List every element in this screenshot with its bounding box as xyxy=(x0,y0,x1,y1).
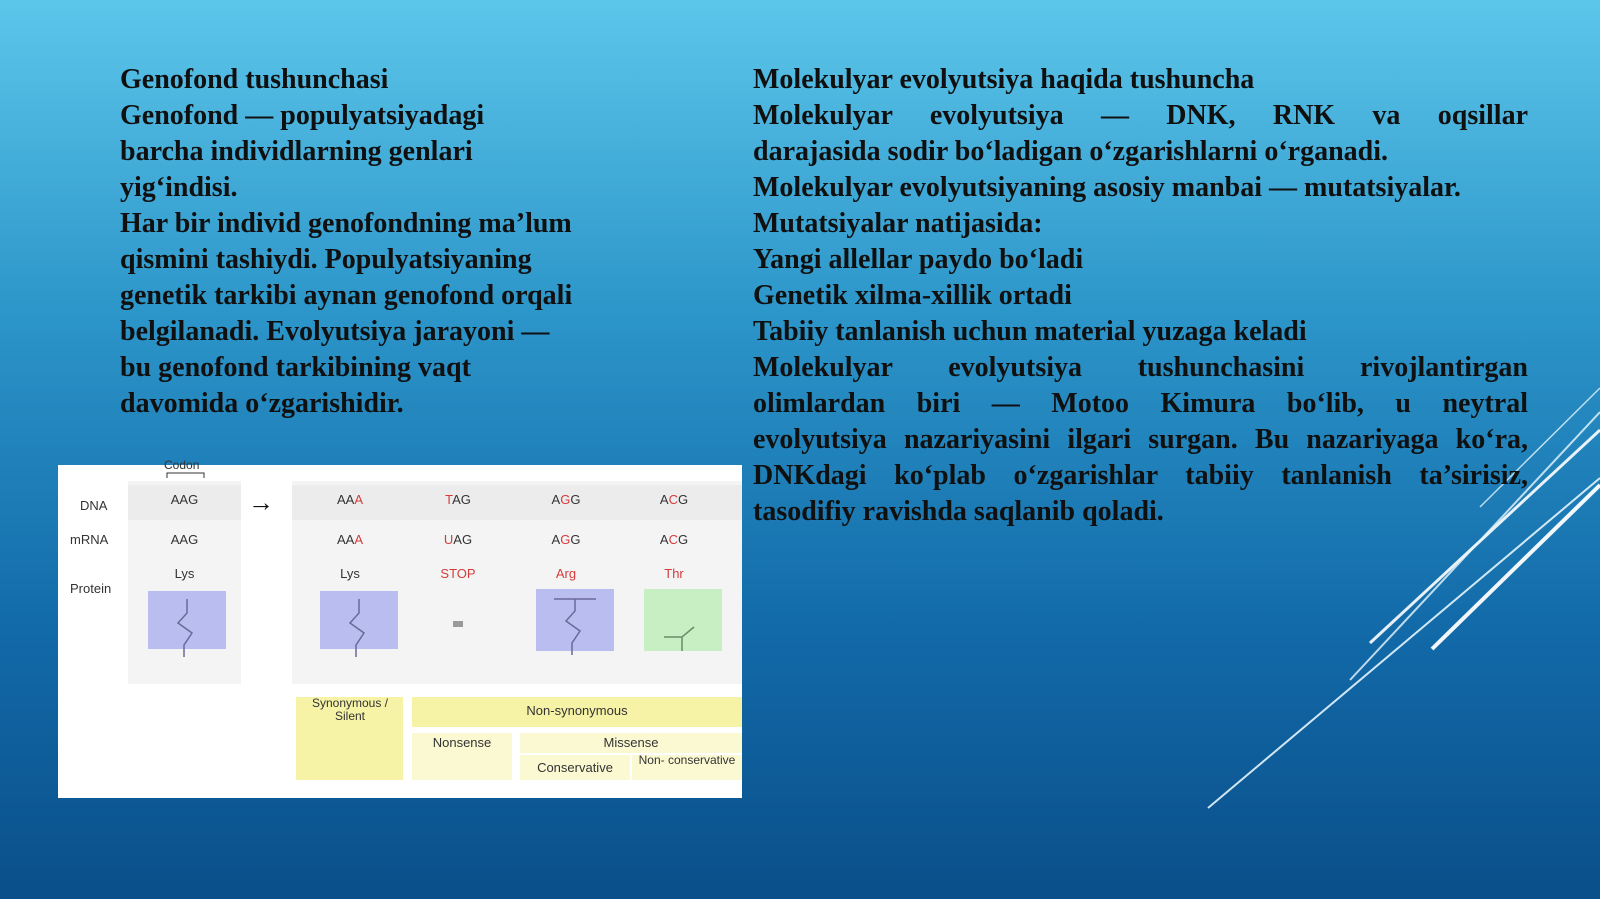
right-line: Molekulyar evolyutsiyaning asosiy manbai — mutatsiyalar. xyxy=(753,172,1461,203)
right-line: Genetik xilma-xillik ortadi xyxy=(753,280,1072,311)
col1-residue-structure xyxy=(320,591,398,649)
right-line: tasodifiy ravishda saqlanib qoladi. xyxy=(753,496,1164,527)
col2-dna-mutation: T xyxy=(445,492,453,507)
col3-mrna-prefix: A xyxy=(551,532,561,547)
col1-mrna-prefix: AA xyxy=(336,532,355,547)
mutation-arrow-icon: → xyxy=(248,487,274,517)
left-line: yig‘indisi. xyxy=(120,172,238,203)
conservative-label: Conservative xyxy=(537,760,613,775)
col1-mrna-mutation: A xyxy=(354,532,363,547)
right-line: Tabiiy tanlanish uchun material yuzaga keladi xyxy=(753,316,1307,347)
right-line: DNKdagi ko‘plab o‘zgarishlar tabiiy tanlanish ta’sirisiz, xyxy=(753,460,1528,491)
right-heading: Molekulyar evolyutsiya haqida tushuncha xyxy=(753,64,1255,95)
col1-dna xyxy=(300,492,400,507)
original-dna: AAG xyxy=(170,492,199,507)
right-line: Molekulyar evolyutsiya tushunchasini rivojlantirgan xyxy=(753,352,1528,383)
col4-residue-structure xyxy=(644,589,722,651)
non-synonymous-box xyxy=(412,697,742,727)
nonsense-box xyxy=(412,733,512,780)
col2-dna xyxy=(408,492,508,507)
col3-residue-structure xyxy=(536,589,614,651)
col2-mrna xyxy=(408,532,508,547)
col3-dna xyxy=(516,492,616,507)
nonsense-label: Nonsense xyxy=(432,735,492,750)
left-line: genetik tarkibi aynan genofond orqali xyxy=(120,280,573,311)
non-conservative-label: Non- conservative xyxy=(638,753,736,767)
col3-mrna-suffix: G xyxy=(570,532,581,547)
codon-bracket xyxy=(166,471,206,479)
row-label-dna: DNA xyxy=(80,498,108,513)
amino-acid-structure-icon xyxy=(148,591,226,661)
right-line: Molekulyar evolyutsiya — DNK, RNK va oqsillar xyxy=(753,100,1528,131)
right-line: Yangi allellar paydo bo‘ladi xyxy=(753,244,1084,275)
col3-mrna-mutation: G xyxy=(560,532,571,547)
synonymous-box xyxy=(296,697,403,780)
original-protein: Lys xyxy=(174,566,195,581)
stop-marker xyxy=(453,621,463,627)
col1-protein: Lys xyxy=(340,566,360,581)
row-label-protein: Protein xyxy=(70,581,112,596)
col4-dna-mutation: C xyxy=(668,492,678,507)
amino-acid-structure-icon xyxy=(536,589,614,659)
col1-dna-prefix: AA xyxy=(336,492,355,507)
codon-label: Codon xyxy=(164,458,200,472)
original-mrna: AAG xyxy=(170,532,199,547)
right-line: evolyutsiya nazariyasini ilgari surgan. Bu nazariyaga ko‘ra, xyxy=(753,424,1528,455)
conservative-box xyxy=(520,755,630,780)
right-line: Mutatsiyalar natijasida: xyxy=(753,208,1043,239)
row-label-mrna: mRNA xyxy=(70,532,109,547)
right-text-block xyxy=(753,62,1528,530)
left-line: qismini tashiydi. Populyatsiyaning xyxy=(120,244,532,275)
col2-mrna-mutation: U xyxy=(443,532,454,547)
left-line: davomida o‘zgarishidir. xyxy=(120,388,404,419)
col4-mrna-suffix: G xyxy=(677,532,689,547)
non-synonymous-label: Non-synonymous xyxy=(526,703,628,718)
col3-dna-mutation: G xyxy=(560,492,571,507)
col3-dna-prefix: A xyxy=(551,492,561,507)
missense-box xyxy=(520,733,742,753)
col4-protein: Thr xyxy=(664,566,684,581)
synonymous-label: Synonymous / Silent xyxy=(311,696,389,723)
left-line: bu genofond tarkibining vaqt xyxy=(120,352,471,383)
col2-mrna-suffix: AG xyxy=(453,532,473,547)
left-text-block xyxy=(120,62,620,422)
col4-mrna xyxy=(624,532,724,547)
missense-label: Missense xyxy=(603,735,659,750)
left-heading: Genofond tushunchasi xyxy=(120,64,389,95)
col3-protein: Arg xyxy=(555,566,577,581)
right-line: olimlardan biri — Motoo Kimura bo‘lib, u neytral xyxy=(753,388,1528,419)
left-line: belgilanadi. Evolyutsiya jarayoni — xyxy=(120,316,550,347)
col4-dna xyxy=(624,492,724,507)
original-residue-structure xyxy=(148,591,226,649)
col3-dna-suffix: G xyxy=(570,492,581,507)
col2-protein: STOP xyxy=(440,566,476,581)
col4-dna-prefix: A xyxy=(659,492,669,507)
amino-acid-structure-icon xyxy=(644,589,722,659)
col1-dna-mutation: A xyxy=(354,492,363,507)
col4-mrna-mutation: C xyxy=(668,532,678,547)
col4-dna-suffix: G xyxy=(677,492,689,507)
col1-mrna xyxy=(300,532,400,547)
left-line: Har bir individ genofondning ma’lum xyxy=(120,208,572,239)
left-line: barcha individlarning genlari xyxy=(120,136,473,167)
amino-acid-structure-icon xyxy=(320,591,398,661)
left-line: Genofond — populyatsiyadagi xyxy=(120,100,485,131)
non-conservative-box xyxy=(632,755,742,780)
col3-mrna xyxy=(516,532,616,547)
col4-mrna-prefix: A xyxy=(659,532,669,547)
right-line: darajasida sodir bo‘ladigan o‘zgarishlarni o‘rganadi. xyxy=(753,136,1389,167)
col2-dna-suffix: AG xyxy=(452,492,471,507)
mutation-types-figure xyxy=(58,458,742,798)
